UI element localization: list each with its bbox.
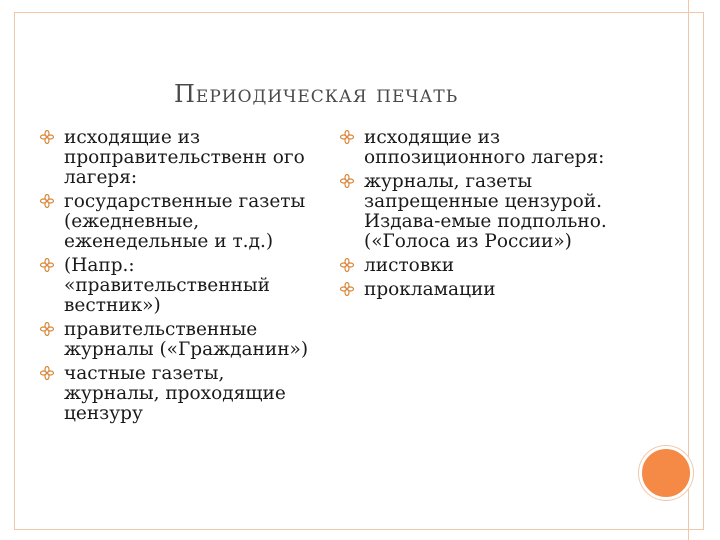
list-item-text: (Напр.: «правительственный вестник») — [64, 255, 270, 316]
list-item-text: исходящие из проправительственн ого лагеря: — [64, 127, 305, 188]
slide-title: Периодическая печать — [174, 80, 459, 108]
list-item-text: правительственные журналы («Гражданин») — [64, 319, 309, 360]
list-item-text: журналы, газеты запрещенные цензурой. Издава-емые подпольно. («Голоса из России») — [364, 171, 607, 252]
flower-bullet-icon — [340, 174, 354, 188]
flower-bullet-icon — [40, 130, 54, 144]
list-item — [340, 256, 640, 276]
list-item-text: листовки — [364, 255, 455, 276]
list-item-text: исходящие из оппозиционного лагеря: — [364, 127, 605, 168]
flower-bullet-icon — [40, 322, 54, 336]
list-item-text: государственные газеты (ежедневные, еженедельные и т.д.) — [64, 191, 306, 252]
list-item — [340, 172, 640, 252]
decorative-orange-circle — [639, 446, 693, 500]
flower-bullet-icon — [40, 258, 54, 272]
list-item — [340, 128, 640, 168]
list-item-text: прокламации — [364, 279, 496, 300]
list-item — [40, 128, 325, 188]
right-column-list — [340, 128, 640, 304]
list-item — [40, 320, 325, 360]
flower-bullet-icon — [340, 130, 354, 144]
list-item — [40, 256, 325, 316]
flower-bullet-icon — [340, 282, 354, 296]
flower-bullet-icon — [40, 366, 54, 380]
flower-bullet-icon — [40, 194, 54, 208]
list-item-text: частные газеты, журналы, проходящие цензуру — [64, 363, 286, 424]
list-item — [40, 364, 325, 424]
left-column-list — [40, 128, 325, 428]
list-item — [340, 280, 640, 300]
list-item — [40, 192, 325, 252]
flower-bullet-icon — [340, 258, 354, 272]
